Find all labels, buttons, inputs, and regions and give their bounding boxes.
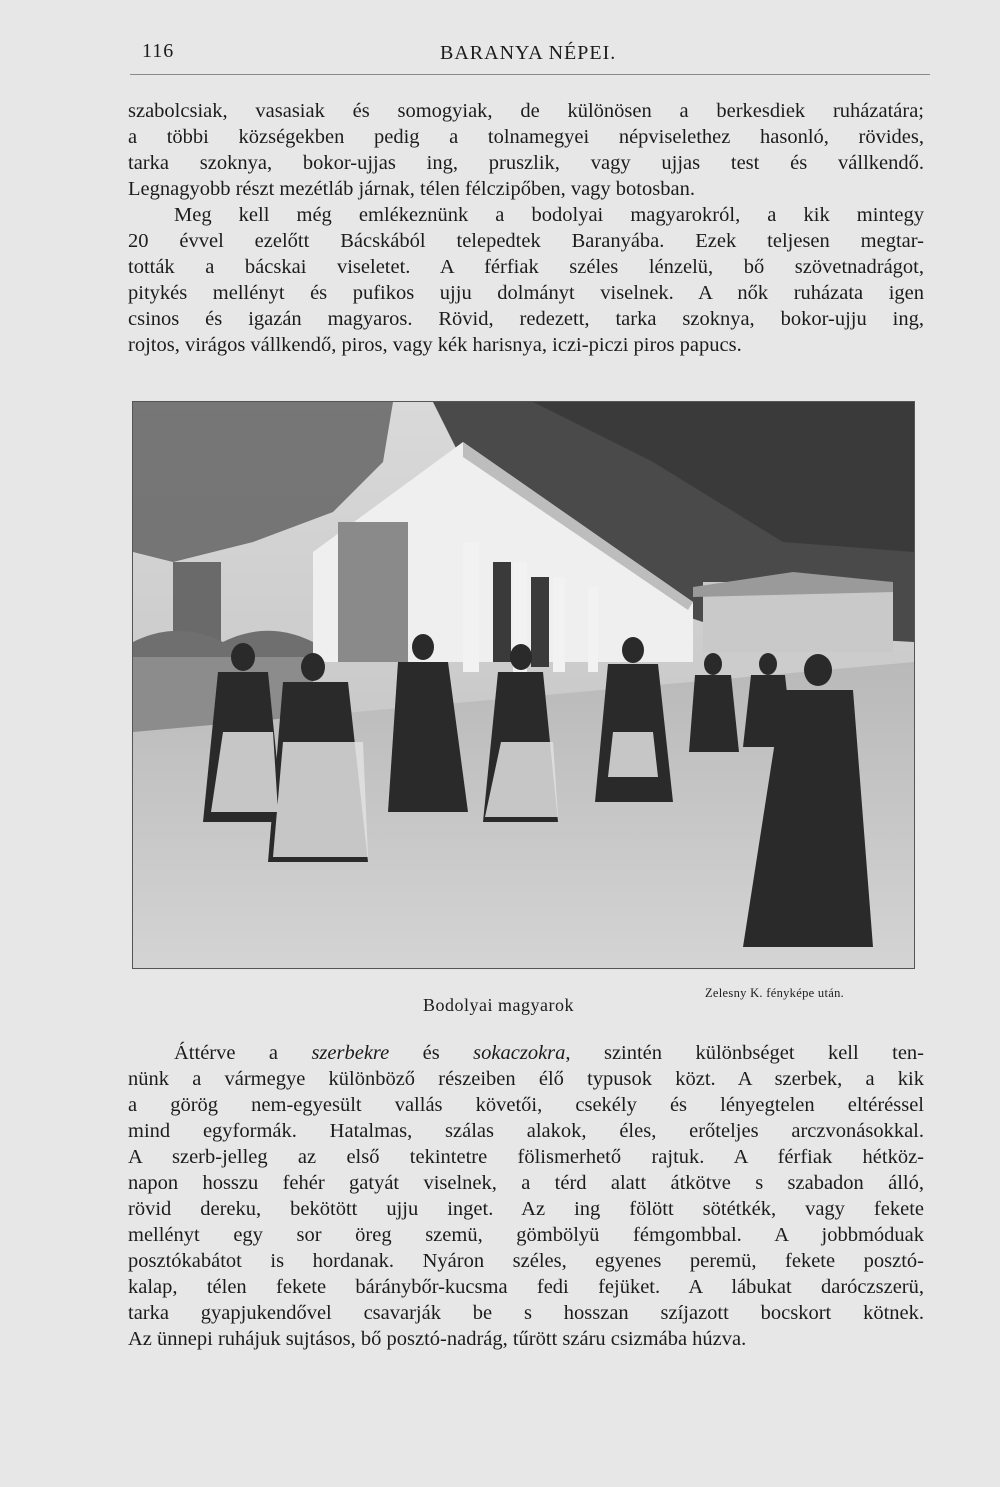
photograph-bodolyai-magyarok: [132, 401, 915, 969]
text-run: és: [389, 1042, 474, 1064]
text-line: rövid dereku, bekötött ujju inget. Az ing fölött sötétkék, vagy fekete: [128, 1198, 924, 1220]
text-line: tarka gyapjukendővel csavarják be s hosszan szíjazott bocskort kötnek.: [128, 1302, 924, 1324]
top-text-block: [128, 98, 924, 358]
text-run: , szintén különbséget kell ten-: [565, 1042, 924, 1064]
page-number: 116: [142, 40, 175, 62]
text-line: csinos és igazán magyaros. Rövid, redezett, tarka szoknya, bokor-ujju ing,: [128, 308, 924, 330]
figure-caption: Bodolyai magyarok: [423, 995, 574, 1015]
text-line: napon hosszu fehér gatyát viselnek, a térd alatt átkötve s szabadon álló,: [128, 1172, 924, 1194]
italic-term: sokaczokra: [473, 1042, 566, 1064]
text-line: a többi községekben pedig a tolnamegyei népviselethez hasonló, rövides,: [128, 126, 924, 148]
italic-term: szerbekre: [311, 1042, 390, 1064]
text-line: szabolcsiak, vasasiak és somogyiak, de különösen a berkesdiek ruházatára;: [128, 100, 924, 122]
text-line: tották a bácskai viseletet. A férfiak széles lénzelü, bő szövetnadrágot,: [128, 256, 924, 278]
paragraph-1: [128, 98, 924, 202]
bottom-text-block: [128, 1040, 924, 1352]
text-line: rojtos, virágos vállkendő, piros, vagy kék harisnya, iczi-piczi piros papucs.: [128, 334, 742, 356]
text-line: kalap, télen fekete báránybőr-kucsma fedi fejüket. A lábukat daróczszerü,: [128, 1276, 924, 1298]
photo-credit: Zelesny K. fényképe után.: [705, 986, 845, 1000]
text-line: Az ünnepi ruhájuk sujtásos, bő posztó-nadrág, tűrött száru csizmába húzva.: [128, 1328, 747, 1350]
text-line: tarka szoknya, bokor-ujjas ing, pruszlik, vagy ujjas test és vállkendő.: [128, 152, 924, 174]
paragraph-2: [128, 202, 924, 358]
text-line: a görög nem-egyesült vallás követői, csekély és lényegtelen eltéréssel: [128, 1094, 924, 1116]
text-line: pitykés mellényt és pufikos ujju dolmányt viselnek. A nők ruházata igen: [128, 282, 924, 304]
text-run: Áttérve a: [174, 1042, 312, 1064]
text-line: posztókabátot is hordanak. Nyáron széles, egyenes peremü, fekete posztó-: [128, 1250, 924, 1272]
text-line: Legnagyobb részt mezétláb járnak, télen félczipőben, vagy botosban.: [128, 178, 695, 200]
running-title: BARANYA NÉPEI.: [440, 42, 617, 64]
text-line: [128, 1040, 924, 1066]
text-line: nünk a vármegye különböző részeiben élő typusok közt. A szerbek, a kik: [128, 1068, 924, 1090]
text-line: A szerb-jelleg az első tekintetre fölismerhető rajtuk. A férfiak hétköz-: [128, 1146, 924, 1168]
running-head: [130, 34, 930, 75]
text-line: 20 évvel ezelőtt Bácskából telepedtek Baranyába. Ezek teljesen megtar-: [128, 230, 924, 252]
text-line: Meg kell még emlékeznünk a bodolyai magyarokról, a kik mintegy: [174, 204, 924, 226]
text-line: mind egyformák. Hatalmas, szálas alakok, éles, erőteljes arczvonásokkal.: [128, 1120, 924, 1142]
paragraph-3: [128, 1040, 924, 1352]
text-line: mellényt egy sor öreg szemü, gömbölyü fémgombbal. A jobbmóduak: [128, 1224, 924, 1246]
